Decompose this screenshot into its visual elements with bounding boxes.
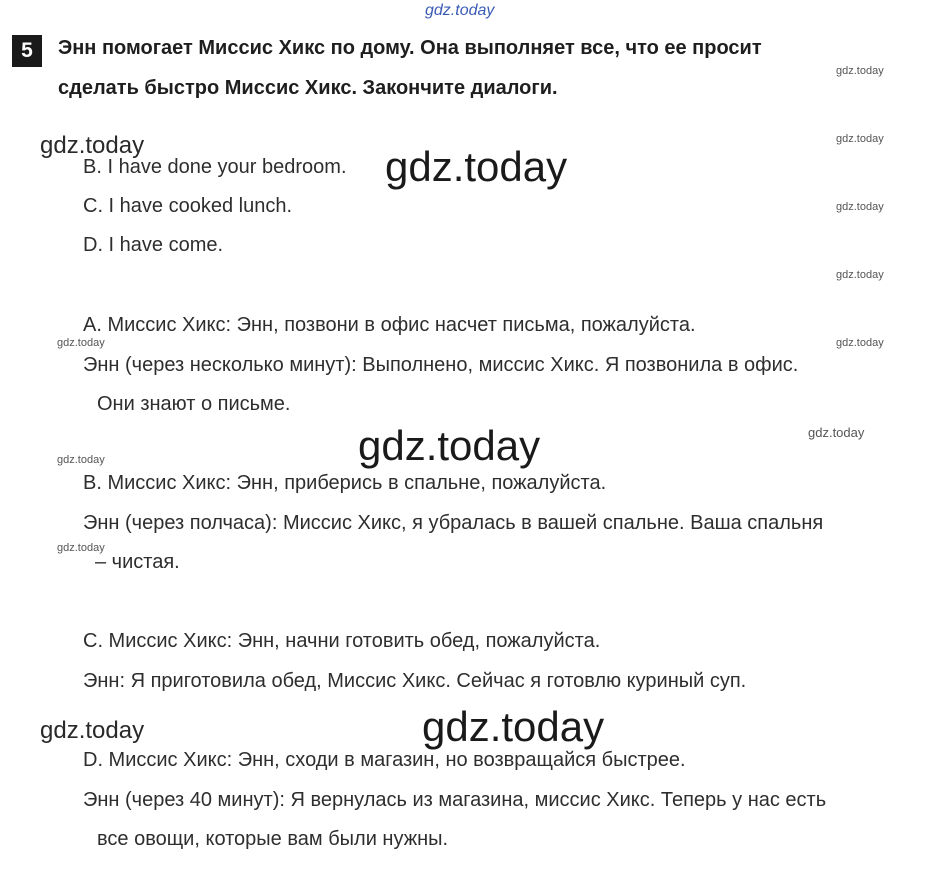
dialogue-b-reply-line-2: – чистая. [95, 551, 180, 573]
watermark-small: gdz.today [57, 454, 105, 466]
dialogue-c-reply-line-1: Энн: Я приготовила обед, Миссис Хикс. Сейчас я готовлю куриный суп. [83, 670, 747, 692]
task-heading-line-2: сделать быстро Миссис Хикс. Закончите диалоги. [58, 77, 558, 99]
answer-b: B. I have done your bedroom. [83, 156, 347, 178]
dialogue-d-reply-line-1: Энн (через 40 минут): Я вернулась из магазина, миссис Хикс. Теперь у нас есть [83, 789, 827, 811]
watermark-small: gdz.today [836, 337, 884, 349]
watermark-small: gdz.today [57, 542, 105, 554]
watermark-medium: gdz.today [40, 132, 145, 159]
dialogue-a-request: А. Миссис Хикс: Энн, позвони в офис насчет письма, пожалуйста. [83, 314, 696, 336]
dialogue-b-reply-line-1: Энн (через полчаса): Миссис Хикс, я убралась в вашей спальне. Ваша спальня [83, 512, 824, 534]
dialogue-d-reply-line-2: все овощи, которые вам были нужны. [97, 828, 449, 850]
answer-d: D. I have come. [83, 234, 224, 256]
dialogue-a-reply-line-1: Энн (через несколько минут): Выполнено, миссис Хикс. Я позвонила в офис. [83, 354, 799, 376]
watermark-small: gdz.today [836, 65, 884, 77]
answer-c: C. I have cooked lunch. [83, 195, 293, 217]
dialogue-d-request: D. Миссис Хикс: Энн, сходи в магазин, но возвращайся быстрее. [83, 749, 686, 771]
watermark-small: gdz.today [57, 337, 105, 349]
task-heading-line-1: Энн помогает Миссис Хикс по дому. Она выполняет все, что ее просит [58, 37, 762, 59]
watermark-top: gdz.today [425, 2, 495, 19]
watermark-small: gdz.today [836, 269, 884, 281]
dialogue-b-request: В. Миссис Хикс: Энн, приберись в спальне, пожалуйста. [83, 472, 607, 494]
watermark-medium: gdz.today [40, 717, 145, 744]
dialogue-c-request: С. Миссис Хикс: Энн, начни готовить обед, пожалуйста. [83, 630, 601, 652]
dialogue-a-reply-line-2: Они знают о письме. [97, 393, 291, 415]
watermark-large: gdz.today [385, 143, 568, 190]
watermark-small: gdz.today [808, 425, 865, 440]
task-number-badge: 5 [12, 35, 42, 67]
watermark-large: gdz.today [358, 422, 541, 469]
watermark-small: gdz.today [836, 133, 884, 145]
watermark-small: gdz.today [836, 201, 884, 213]
watermark-large: gdz.today [422, 703, 605, 750]
